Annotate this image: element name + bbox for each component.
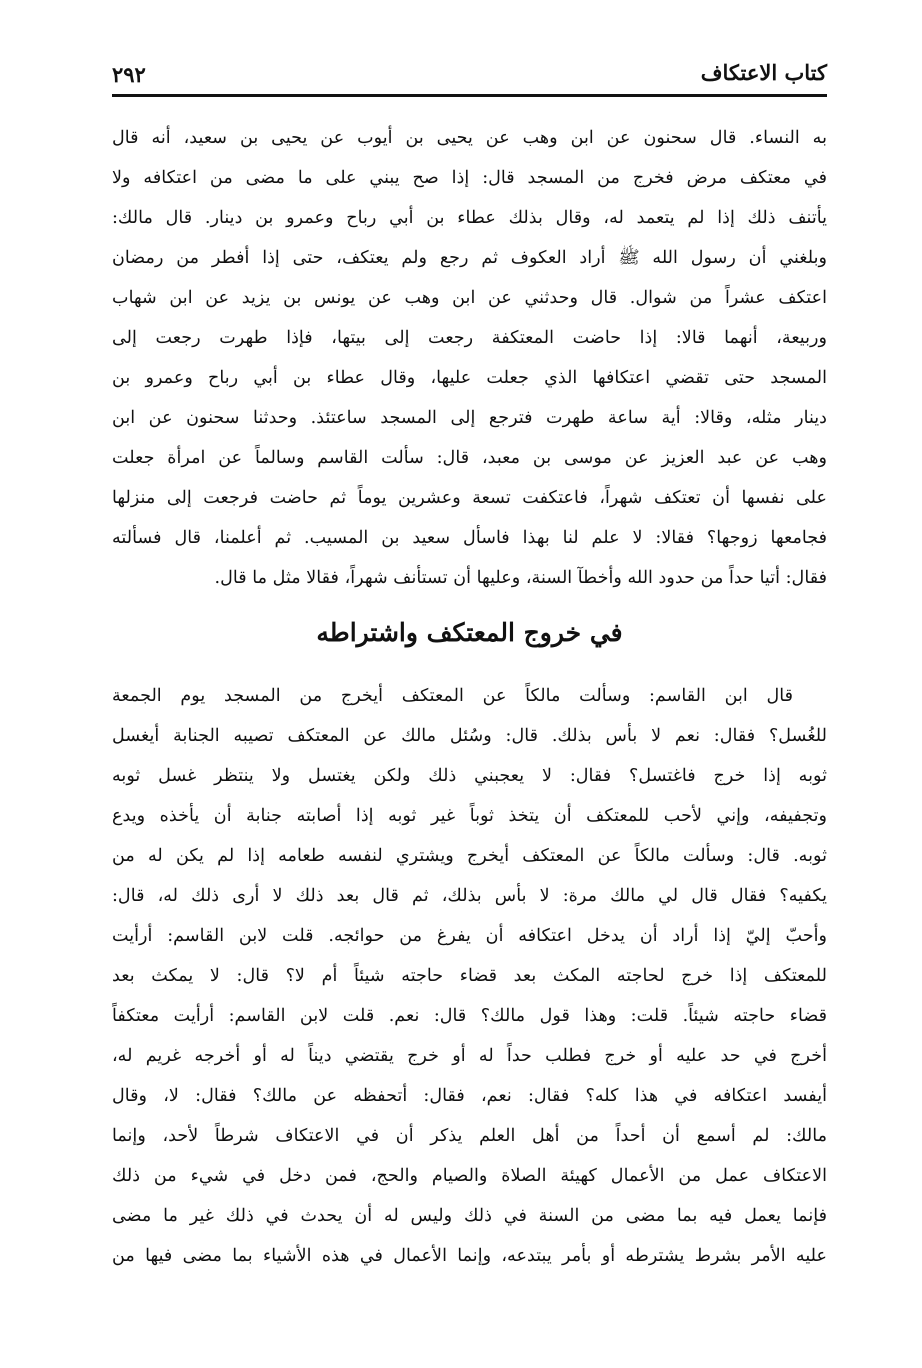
text-line: وأحبّ إليّ إذا أراد أن يدخل اعتكافه أن يفرغ من حوائجه. قلت لابن القاسم: أرأيت — [112, 926, 827, 946]
book-title: كتاب الاعتكاف — [700, 60, 827, 85]
text-line: دينار مثله، وقالا: أية ساعة طهرت فترجع إلى المسجد ساعتئذ. وحدثنا سحنون عن ابن — [112, 408, 827, 428]
text-line: ثوبه. قال: وسألت مالكاً عن المعتكف أيخرج ويشتري لنفسه طعامه إذا لم يكن له من — [112, 846, 827, 866]
text-line: عليه الأمر بشرط يشترطه أو بأمر يبتدعه، وإنما الأعمال في هذه الأشياء بما مضى فيها من — [112, 1246, 827, 1266]
text-line: للمعتكف إذا خرج لحاجته المكث بعد قضاء حاجته شيئاً أم لا؟ قال: لا يمكث بعد — [112, 966, 827, 986]
text-line: وربيعة، أنهما قالا: إذا حاضت المعتكفة رجعت إلى بيتها، فإذا طهرت رجعت إلى — [112, 328, 827, 348]
text-line: الاعتكاف عمل من الأعمال كهيئة الصلاة والصيام والحج، فمن دخل في شيء من ذلك — [112, 1166, 827, 1186]
paragraph-1 — [112, 118, 827, 598]
text-line: المسجد حتى تقضي اعتكافها الذي جعلت عليها، وقال عطاء بن أبي رباح وعمرو بن — [112, 368, 827, 388]
text-line: به النساء. قال سحنون عن ابن وهب عن يحيى بن أيوب عن يحيى بن سعيد، أنه قال — [112, 128, 827, 148]
text-line: على نفسها أن تعتكف شهراً، فاعتكفت تسعة وعشرين يوماً ثم حاضت فرجعت إلى منزلها — [112, 488, 827, 508]
text-line: وتجفيفه، وإني لأحب للمعتكف أن يتخذ ثوباً غير ثوبه إذا أصابته جنابة أن يأخذه ويدع — [112, 806, 827, 826]
text-line: يأتنف ذلك إذا لم يتعمد له، وقال بذلك عطاء بن أبي رباح وعمرو بن دينار. قال مالك: — [112, 208, 827, 228]
section-heading: في خروج المعتكف واشتراطه — [316, 618, 623, 647]
text-line: للغُسل؟ فقال: نعم لا بأس بذلك. قال: وسُئل مالك عن المعتكف تصيبه الجنابة أيغسل — [112, 726, 827, 746]
page-number: ٢٩٢ — [112, 62, 146, 87]
text-line: فجامعها زوجها؟ فقالا: لا علم لنا بهذا فاسأل سعيد بن المسيب. ثم أعلمنا، قال فسألته — [112, 528, 827, 548]
text-line: مالك: لم أسمع أن أحداً من أهل العلم يذكر أن في الاعتكاف شرطاً لأحد، وإنما — [112, 1126, 827, 1146]
text-line: اعتكف عشراً من شوال. قال وحدثني عن ابن وهب عن يونس بن يزيد عن ابن شهاب — [112, 288, 827, 308]
text-line: وبلغني أن رسول الله ﷺ أراد العكوف ثم رجع ولم يعتكف، حتى إذا أفطر من رمضان — [112, 248, 827, 268]
text-line: وهب عن عبد العزيز عن موسى بن معبد، قال: سألت القاسم وسالماً عن امرأة جعلت — [112, 448, 827, 468]
paragraph-2 — [112, 676, 827, 1276]
text-line: قال ابن القاسم: وسألت مالكاً عن المعتكف أيخرج من المسجد يوم الجمعة — [112, 686, 793, 706]
text-line: فقال: أتيا حداً من حدود الله وأخطآ السنة، وعليها أن تستأنف شهراً، فقالا مثل ما قال. — [214, 568, 827, 588]
text-line: في معتكف مرض فخرج من المسجد قال: إذا صح يبني على ما مضى من اعتكافه ولا — [112, 168, 827, 188]
text-line: ثوبه إذا خرج فاغتسل؟ فقال: لا يعجبني ذلك ولكن يغتسل ولا ينتظر غسل ثوبه — [112, 766, 827, 786]
running-header — [112, 58, 827, 97]
text-line: فإنما يعمل فيه بما مضى من السنة في ذلك وليس له أن يحدث في ذلك غير ما مضى — [112, 1206, 827, 1226]
text-line: أخرج في حد عليه أو خرج فطلب حداً له أو خرج يقتضي ديناً له أو أخرجه غريم له، — [112, 1046, 827, 1066]
text-line: قضاء حاجته شيئاً. قلت: وهذا قول مالك؟ قال: نعم. قلت لابن القاسم: أرأيت معتكفاً — [112, 1006, 827, 1026]
text-line: أيفسد اعتكافه في هذا كله؟ فقال: نعم، فقال: أتحفظه عن مالك؟ فقال: لا، وقال — [112, 1086, 827, 1106]
text-line: يكفيه؟ فقال قال لي مالك مرة: لا بأس بذلك، ثم قال بعد ذلك لا أرى ذلك له، قال: — [112, 886, 827, 906]
